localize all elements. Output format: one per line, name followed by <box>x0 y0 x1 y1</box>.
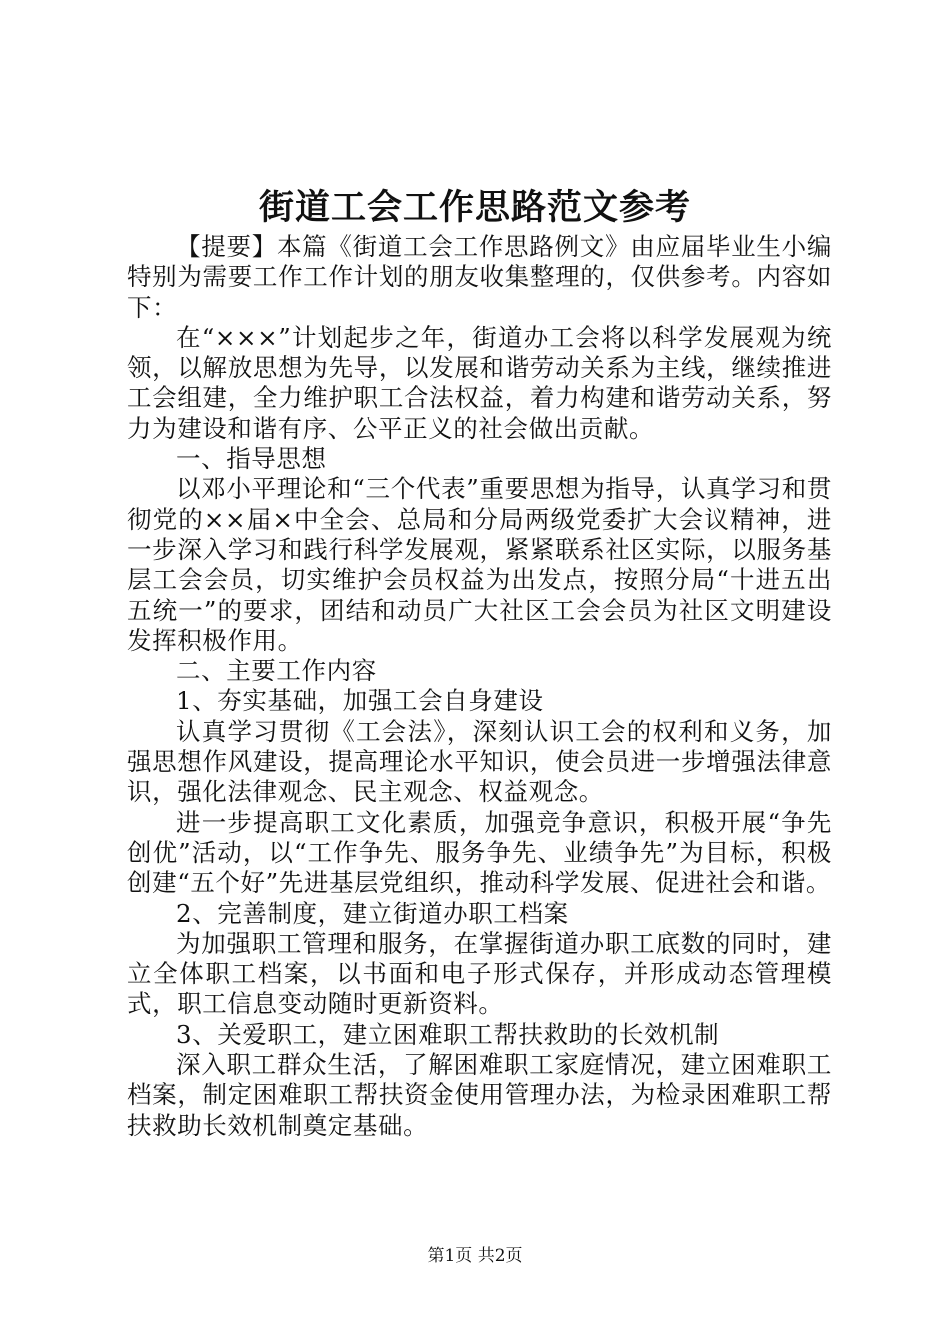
paragraph-2: 为加强职工管理和服务，在掌握街道办职工底数的同时，建立全体职工档案，以书面和电子形式保存，并形成动态管理模式，职工信息变动随时更新资料。 <box>127 928 832 1019</box>
page-footer: 第1页 共2页 <box>427 1246 523 1266</box>
paragraph-1b: 进一步提高职工文化素质，加强竞争意识，积极开展“争先创优”活动，以“工作争先、服务争先、业绩争先”为目标，积极创建“五个好”先进基层党组织，推动科学发展、促进社会和谐。 <box>127 807 832 898</box>
subsection-heading-1: 1、夯实基础，加强工会自身建设 <box>176 686 544 716</box>
section-heading-main-work: 二、主要工作内容 <box>176 656 377 686</box>
subsection-heading-3: 3、关爱职工，建立困难职工帮扶救助的长效机制 <box>176 1019 720 1049</box>
paragraph-1a: 认真学习贯彻《工会法》，深刻认识工会的权利和义务，加强思想作风建设，提高理论水平知识，使会员进一步增强法律意识，强化法律观念、民主观念、权益观念。 <box>127 716 832 807</box>
document-title: 街道工会工作思路范文参考 <box>258 187 691 228</box>
subsection-heading-2: 2、完善制度，建立街道办职工档案 <box>176 898 569 928</box>
paragraph-summary: 【提要】本篇《街道工会工作思路例文》由应届毕业生小编特别为需要工作工作计划的朋友收集整理的，仅供参考。内容如下： <box>127 232 832 322</box>
paragraph-intro: 在“×××”计划起步之年，街道办工会将以科学发展观为统领，以解放思想为先导，以发展和谐劳动关系为主线，继续推进工会组建，全力维护职工合法权益，着力构建和谐劳动关系，努力为建设和谐有序、公平正义的社会做出贡献。 <box>127 322 832 443</box>
document-body <box>127 232 832 1141</box>
paragraph-3: 深入职工群众生活，了解困难职工家庭情况，建立困难职工档案，制定困难职工帮扶资金使用管理办法，为检录困难职工帮扶救助长效机制奠定基础。 <box>127 1050 832 1140</box>
section-heading-guiding-thought: 一、指导思想 <box>176 444 327 474</box>
paragraph-guiding-thought: 以邓小平理论和“三个代表”重要思想为指导，认真学习和贯彻党的××届×中全会、总局和分局两级党委扩大会议精神，进一步深入学习和践行科学发展观，紧紧联系社区实际，以服务基层工会会员，切实维护会员权益为出发点，按照分局“十进五出五统一”的要求，团结和动员广大社区工会会员为社区文明建设发挥积极作用。 <box>127 474 832 655</box>
